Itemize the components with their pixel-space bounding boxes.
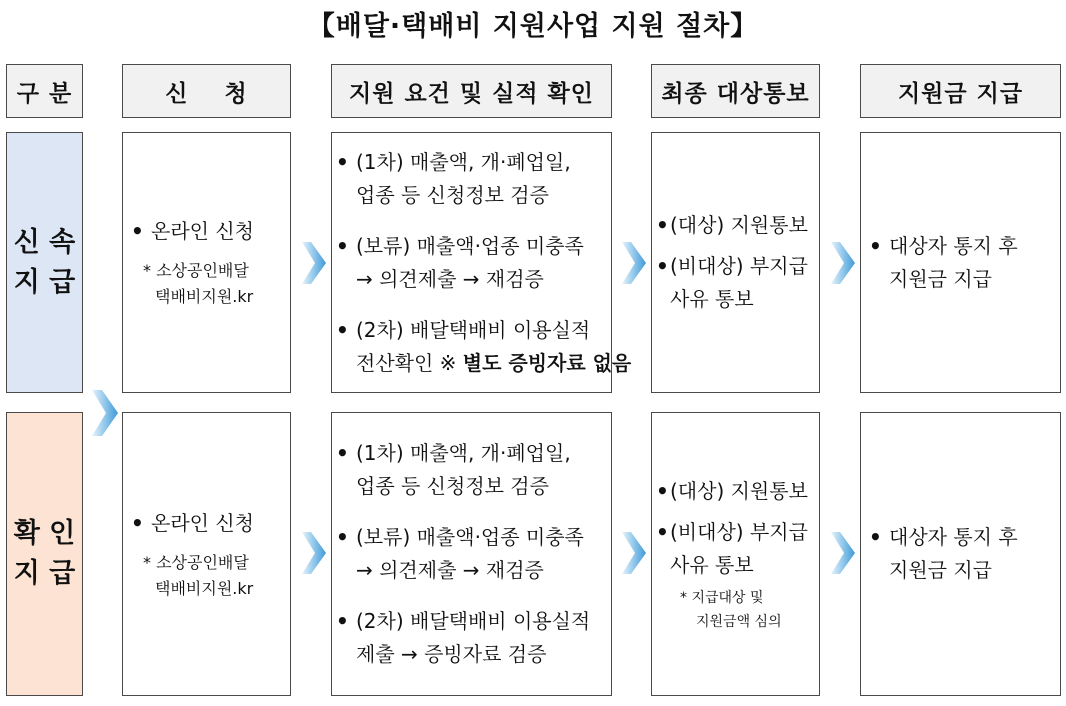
row2-verify-box bbox=[331, 412, 612, 696]
notify-text: (비대상) 부지급 bbox=[670, 254, 808, 278]
row1-pay-box bbox=[860, 132, 1061, 393]
pay-text: 지원금 지급 bbox=[889, 558, 992, 582]
row-label-line: 지 급 bbox=[13, 558, 76, 589]
list-item bbox=[336, 146, 603, 212]
verify-step-text: → 의견제출 → 재검증 bbox=[356, 558, 544, 582]
verify-step-text: 업종 등 신청정보 검증 bbox=[356, 474, 549, 498]
list-item bbox=[336, 437, 603, 503]
notify-text: (대상) 지원통보 bbox=[670, 478, 808, 503]
pay-text: 대상자 통지 후 bbox=[889, 525, 1018, 549]
notify-note: * 지급대상 및 bbox=[680, 589, 764, 606]
row-label-line: 확 인 bbox=[13, 518, 76, 549]
bullet-icon: • bbox=[336, 233, 349, 258]
chevron-arrow-icon bbox=[831, 532, 855, 574]
chevron-arrow-icon bbox=[622, 242, 646, 284]
list-item bbox=[336, 521, 603, 587]
row1-verify-box bbox=[331, 132, 632, 393]
bullet-icon: • bbox=[869, 525, 882, 549]
header-verification: 지원 요건 및 실적 확인 bbox=[331, 64, 612, 118]
row-label-fast-payment bbox=[6, 132, 83, 393]
header-application: 신 청 bbox=[122, 64, 291, 118]
verify-step-emphasis: 별도 증빙자료 없음 bbox=[462, 350, 632, 375]
list-item bbox=[336, 230, 603, 296]
apply-site-note: 택배비지원.kr bbox=[155, 578, 254, 598]
list-item bbox=[869, 230, 1052, 296]
row-label-line: 지 급 bbox=[13, 266, 76, 298]
apply-site-note: * 소상공인배달 bbox=[143, 552, 249, 572]
bullet-icon: • bbox=[336, 441, 349, 465]
list-item bbox=[656, 516, 811, 582]
list-item bbox=[869, 521, 1052, 587]
row1-notify-box bbox=[651, 132, 820, 393]
notify-text: (비대상) 부지급 bbox=[670, 519, 808, 544]
list-item bbox=[131, 215, 282, 248]
verify-step-text: (1차) 매출액, 개·폐업일, bbox=[356, 441, 571, 465]
row2-apply-box bbox=[122, 412, 291, 696]
bullet-icon: • bbox=[869, 233, 882, 258]
verify-step-text: 업종 등 신청정보 검증 bbox=[356, 182, 549, 207]
bullet-icon: • bbox=[336, 149, 349, 174]
bullet-icon: • bbox=[656, 519, 669, 544]
verify-step-text: 전산확인 ※ bbox=[356, 350, 463, 375]
verify-step-text: (보류) 매출액·업종 미충족 bbox=[356, 525, 584, 549]
pay-text: 지원금 지급 bbox=[889, 266, 992, 291]
row-label-confirm-payment bbox=[6, 412, 83, 696]
notify-text: (대상) 지원통보 bbox=[670, 213, 808, 237]
list-item bbox=[656, 209, 811, 242]
page-title: 【배달·택배비 지원사업 지원 절차】 bbox=[307, 11, 759, 42]
list-item bbox=[336, 605, 603, 671]
bullet-icon: • bbox=[656, 254, 669, 278]
row1-apply-box bbox=[122, 132, 291, 393]
chevron-arrow-icon bbox=[92, 390, 118, 436]
bullet-icon: • bbox=[131, 510, 144, 535]
bullet-icon: • bbox=[131, 219, 144, 243]
apply-site-note: * 소상공인배달 bbox=[143, 261, 249, 280]
pay-text: 대상자 통지 후 bbox=[889, 233, 1018, 258]
apply-site-note: 택배비지원.kr bbox=[155, 287, 254, 306]
verify-step-text: (보류) 매출액·업종 미충족 bbox=[356, 233, 584, 258]
apply-method: 온라인 신청 bbox=[151, 219, 254, 243]
chevron-arrow-icon bbox=[622, 532, 646, 574]
list-item bbox=[656, 475, 811, 508]
chevron-arrow-icon bbox=[302, 532, 326, 574]
header-payment: 지원금 지급 bbox=[860, 64, 1061, 118]
verify-step-text: 제출 → 증빙자료 검증 bbox=[356, 642, 547, 666]
list-item bbox=[336, 314, 632, 380]
verify-step-text: (1차) 매출액, 개·폐업일, bbox=[356, 149, 571, 174]
bullet-icon: • bbox=[336, 317, 349, 342]
verify-step-text: (2차) 배달택배비 이용실적 bbox=[356, 609, 591, 633]
row2-notify-box bbox=[651, 412, 820, 696]
header-final-notice: 최종 대상통보 bbox=[651, 64, 820, 118]
notify-note: 지원금액 심의 bbox=[696, 613, 782, 630]
header-division: 구 분 bbox=[6, 64, 83, 118]
chevron-arrow-icon bbox=[831, 242, 855, 284]
verify-step-text: → 의견제출 → 재검증 bbox=[356, 266, 544, 291]
bullet-icon: • bbox=[336, 609, 349, 633]
list-item bbox=[656, 250, 811, 316]
notify-text: 사유 통보 bbox=[670, 552, 754, 577]
bullet-icon: • bbox=[656, 213, 669, 237]
apply-method: 온라인 신청 bbox=[151, 510, 254, 535]
row2-pay-box bbox=[860, 412, 1061, 696]
notify-text: 사유 통보 bbox=[670, 287, 754, 311]
row-label-line: 신 속 bbox=[13, 226, 76, 258]
verify-step-text: (2차) 배달택배비 이용실적 bbox=[356, 317, 591, 342]
bullet-icon: • bbox=[656, 478, 669, 503]
chevron-arrow-icon bbox=[302, 242, 326, 284]
list-item bbox=[131, 507, 282, 540]
bullet-icon: • bbox=[336, 525, 349, 549]
